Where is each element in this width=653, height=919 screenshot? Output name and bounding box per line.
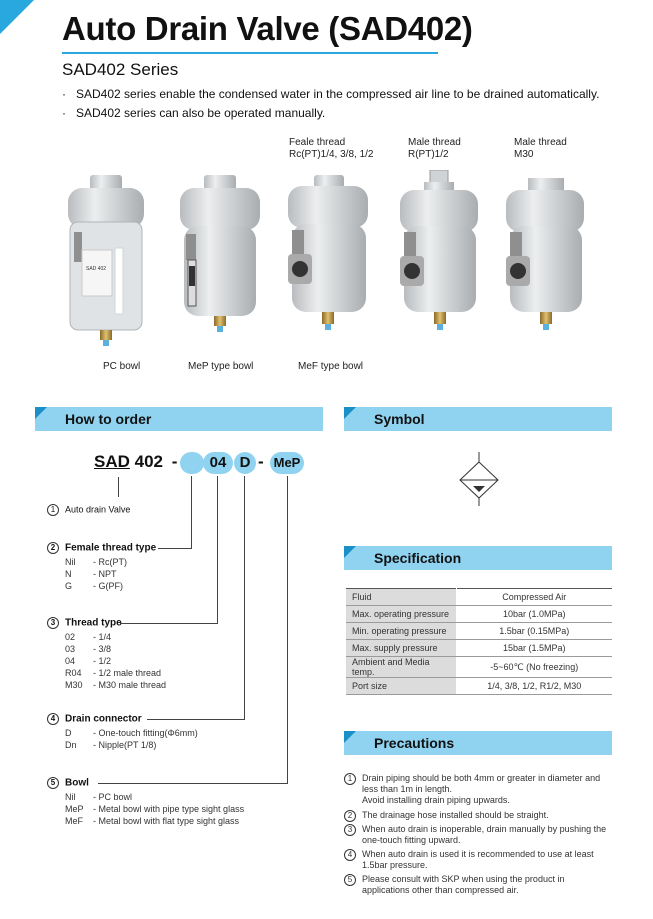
leader-line-2-v: [191, 476, 192, 549]
order-group-4: 4 Drain connector D - One-touch fitting(Φ6mm) Dn - Nipple(PT 1/8): [47, 713, 198, 751]
thread-label-male-r: Male thread R(PT)1/2: [408, 137, 461, 160]
leader-line-5-v: [287, 476, 288, 784]
order-group-2: 2 Female thread type Nil - Rc(PT) N - NPT G - G(PF): [47, 542, 156, 592]
thread-label-male-m30: Male thread M30: [514, 137, 567, 160]
precaution-4: 4 When auto drain is used it is recommended to use at least 1.5bar pressure.: [344, 849, 614, 871]
order-group-3: 3 Thread type 02 - 1/4 03 - 3/8 04 - 1/2 R04 - 1/2 male thread M30 - M30 male thread: [47, 617, 166, 691]
bullet-2: · SAD402 series can also be operated manually.: [62, 106, 326, 120]
product-male-m30-image: [506, 178, 584, 330]
order-code-blank-pill: [180, 452, 204, 474]
caption-pc-bowl: PC bowl: [103, 361, 141, 372]
order-code-thread: 04: [203, 452, 233, 474]
precaution-5: 5 Please consult with SKP when using the product in applications other than compressed air.: [344, 874, 614, 896]
leader-line-1: [118, 477, 119, 497]
table-row: Max. supply pressure 15bar (1.5MPa): [346, 640, 612, 657]
section-specification-title: Specification: [374, 550, 462, 566]
section-how-to-order: [35, 407, 323, 431]
precaution-2: 2 The drainage hose installed should be straight.: [344, 810, 614, 821]
table-row: Ambient and Media temp. -5~60℃ (No freezing): [346, 657, 612, 678]
corner-accent: [0, 0, 34, 34]
section-specification: [344, 546, 612, 570]
precaution-3: 3 When auto drain is inoperable, drain manually by pushing the one-touch fitting upward.: [344, 824, 614, 846]
product-pc-bowl-image: [68, 175, 144, 346]
page-title: Auto Drain Valve (SAD402): [62, 10, 473, 47]
drain-symbol-icon: [456, 452, 502, 508]
caption-mef-bowl: MeF type bowl: [298, 361, 364, 372]
section-how-to-order-title: How to order: [65, 411, 152, 427]
order-code-prefix: SAD: [94, 452, 130, 471]
section-symbol: [344, 407, 612, 431]
table-row: Max. operating pressure 10bar (1.0MPa): [346, 606, 612, 623]
product-label-text: SAD 402: [86, 266, 107, 272]
table-row: Port size 1/4, 3/8, 1/2, R1/2, M30: [346, 678, 612, 695]
caption-mep-bowl: MeP type bowl: [188, 361, 254, 372]
order-code-dash2: -: [258, 452, 264, 471]
title-underline: [62, 52, 438, 54]
section-precautions: [344, 731, 612, 755]
order-group-5: 5 Bowl Nil - PC bowl MeP - Metal bowl with pipe type sight glass MeF - Metal bowl with flat type sight glass: [47, 777, 244, 827]
product-photos: [60, 170, 620, 350]
product-mef-bowl-image: [288, 175, 368, 330]
thread-label-female: Feale thread Rc(PT)1/4, 3/8, 1/2: [289, 137, 374, 160]
order-code-model: 402: [134, 452, 164, 471]
leader-line-4-v: [244, 476, 245, 720]
order-code: [94, 452, 177, 472]
order-code-drain: D: [234, 452, 256, 474]
product-mep-bowl-image: [180, 175, 260, 332]
bullet-1: · SAD402 series enable the condensed water in the compressed air line to be drained automatically.: [62, 87, 600, 101]
order-code-bowl: MeP: [270, 452, 304, 474]
product-male-r-image: [400, 170, 478, 330]
table-row: Fluid Compressed Air: [346, 589, 612, 606]
page-subtitle: SAD402 Series: [62, 60, 179, 79]
precaution-1: 1 Drain piping should be both 4mm or greater in diameter and less than 1m in length. Avoid installing drain piping upwards.: [344, 773, 614, 806]
section-precautions-title: Precautions: [374, 735, 455, 751]
section-symbol-title: Symbol: [374, 411, 425, 427]
order-group-1: 1 Auto drain Valve: [47, 504, 130, 516]
table-row: Min. operating pressure 1.5bar (0.15MPa): [346, 623, 612, 640]
leader-line-3-v: [217, 476, 218, 624]
spec-table: [346, 588, 612, 695]
leader-line-2-h: [158, 548, 192, 549]
order-code-dash1: -: [171, 452, 178, 471]
